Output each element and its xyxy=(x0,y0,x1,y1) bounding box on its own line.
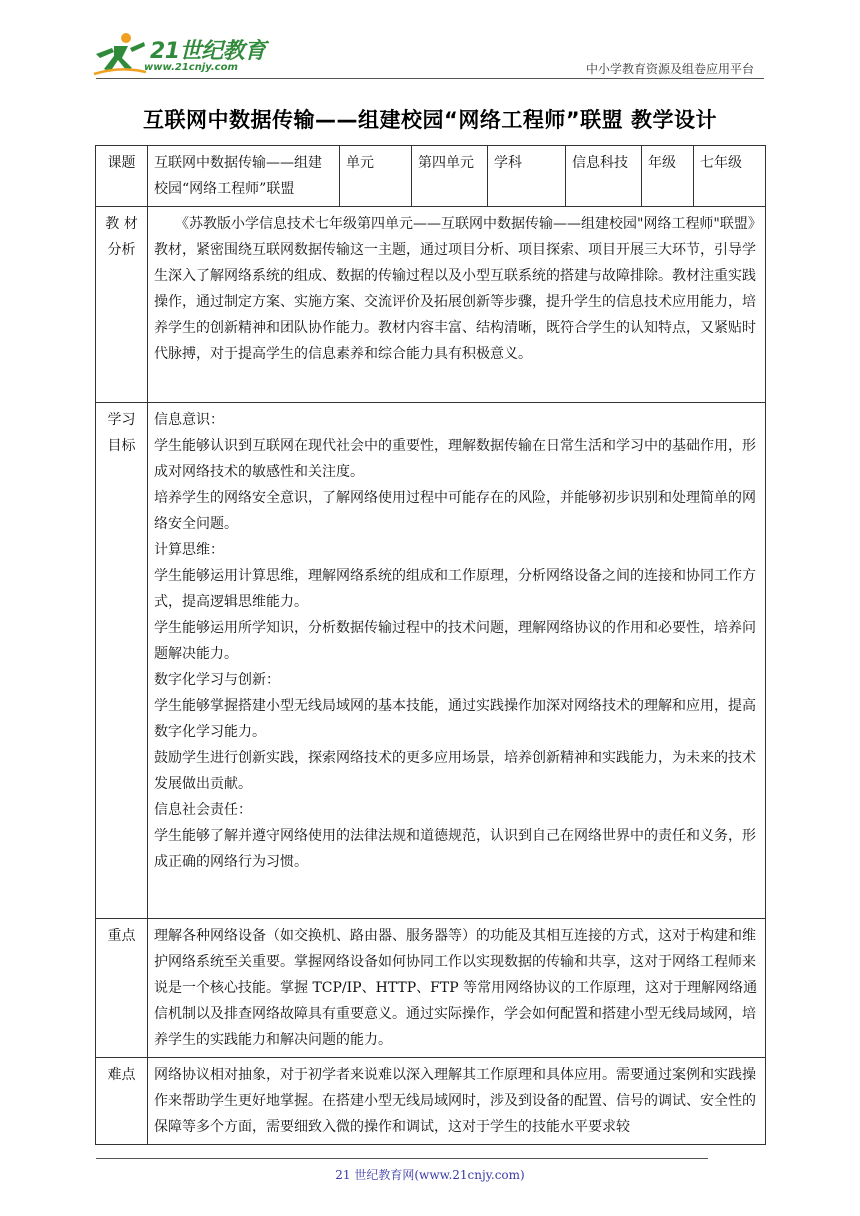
page-header xyxy=(0,0,860,90)
analysis-label: 教 材分析 xyxy=(96,207,148,403)
subject-label: 学科 xyxy=(488,146,566,207)
objective-paragraph: 学生能够认识到互联网在现代社会中的重要性，理解数据传输在日常生活和学习中的基础作用，形成对网络技术的敏感性和关注度。 xyxy=(154,438,756,480)
objectives-label: 学习目标 xyxy=(96,403,148,919)
subject-value: 信息科技 xyxy=(566,146,642,207)
site-logo[interactable] xyxy=(92,32,266,78)
analysis-text xyxy=(148,207,766,403)
grade-label: 年级 xyxy=(642,146,694,207)
footer-divider xyxy=(96,1158,708,1159)
logo-title: 21世纪教育 xyxy=(150,39,266,64)
topic-value: 互联网中数据传输——组建校园“网络工程师”联盟 xyxy=(148,146,340,207)
objective-paragraph: 学生能够运用计算思维，理解网络系统的组成和工作原理，分析网络设备之间的连接和协同工作方式，提高逻辑思维能力。 xyxy=(154,568,756,610)
lesson-plan-table xyxy=(95,145,766,1145)
objective-paragraph: 信息社会责任： xyxy=(154,802,252,818)
objective-paragraph: 学生能够了解并遵守网络使用的法律法规和道德规范，认识到自己在网络世界中的责任和义务，形成正确的网络行为习惯。 xyxy=(154,828,756,870)
page-title: 互联网中数据传输——组建校园“网络工程师”联盟 教学设计 xyxy=(143,108,717,132)
difficulties-row xyxy=(96,1058,766,1145)
footer-text[interactable]: 21 世纪教育网(www.21cnjy.com) xyxy=(335,1168,525,1182)
analysis-paragraph: 《苏教版小学信息技术七年级第四单元——互联网中数据传输——组建校园"网络工程师"联盟》教材，紧密围绕互联网数据传输这一主题，通过项目分析、项目探索、项目开展三大环节，引导学生深入了解网络系统的组成、数据的传输过程以及小型互联系统的搭建与故障排除。教材注重实践操作，通过制定方案、实施方案、交流评价及拓展创新等步骤，提升学生的信息技术应用能力，培养学生的创新精神和团队协作能力。教材内容丰富、结构清晰，既符合学生的认知特点，又紧贴时代脉搏，对于提高学生的信息素养和综合能力具有积极意义。 xyxy=(154,216,756,362)
objective-paragraph: 学生能够运用所学知识，分析数据传输过程中的技术问题，理解网络协议的作用和必要性，培养问题解决能力。 xyxy=(154,620,756,662)
runner-logo-icon xyxy=(92,32,148,78)
unit-value: 第四单元 xyxy=(412,146,488,207)
platform-name: 中小学教育资源及组卷应用平台 xyxy=(585,62,754,76)
key-points-row xyxy=(96,919,766,1058)
objective-paragraph: 信息意识： xyxy=(154,412,224,428)
objectives-row xyxy=(96,403,766,919)
info-row xyxy=(96,146,766,207)
objective-paragraph: 学生能够掌握搭建小型无线局域网的基本技能，通过实践操作加深对网络技术的理解和应用，提高数字化学习能力。 xyxy=(154,698,756,740)
difficulties-label: 难点 xyxy=(96,1058,148,1145)
header-divider xyxy=(96,78,764,79)
logo-url: www.21cnjy.com xyxy=(144,62,238,73)
difficulties-paragraph: 网络协议相对抽象，对于初学者来说难以深入理解其工作原理和具体应用。需要通过案例和实践操作来帮助学生更好地掌握。在搭建小型无线局域网时，涉及到设备的配置、信号的调试、安全性的保障等多个方面，需要细致入微的操作和调试，这对于学生的技能水平要求较 xyxy=(154,1067,756,1135)
analysis-row xyxy=(96,207,766,403)
objective-paragraph: 鼓励学生进行创新实践，探索网络技术的更多应用场景，培养创新精神和实践能力，为未来的技术发展做出贡献。 xyxy=(154,750,756,792)
key-points-paragraph: 理解各种网络设备（如交换机、路由器、服务器等）的功能及其相互连接的方式，这对于构建和维护网络系统至关重要。掌握网络设备如何协同工作以实现数据的传输和共享，这对于网络工程师来说是一个核心技能。掌握 TCP/IP、HTTP、FTP 等常用网络协议的工作原理，这对于理解网络通信机制以及排查网络故障具有重要意义。通过实际操作，学会如何配置和搭建小型无线局域网，培养学生的实践能力和解决问题的能力。 xyxy=(154,928,758,1048)
objectives-content xyxy=(148,403,766,919)
unit-label: 单元 xyxy=(340,146,412,207)
objective-paragraph: 计算思维： xyxy=(154,542,224,558)
topic-label: 课题 xyxy=(96,146,148,207)
objective-paragraph: 培养学生的网络安全意识，了解网络使用过程中可能存在的风险，并能够初步识别和处理简单的网络安全问题。 xyxy=(154,490,756,532)
key-points-label: 重点 xyxy=(96,919,148,1058)
grade-value: 七年级 xyxy=(694,146,766,207)
difficulties-text xyxy=(148,1058,766,1145)
key-points-text xyxy=(148,919,766,1058)
objective-paragraph: 数字化学习与创新： xyxy=(154,672,280,688)
